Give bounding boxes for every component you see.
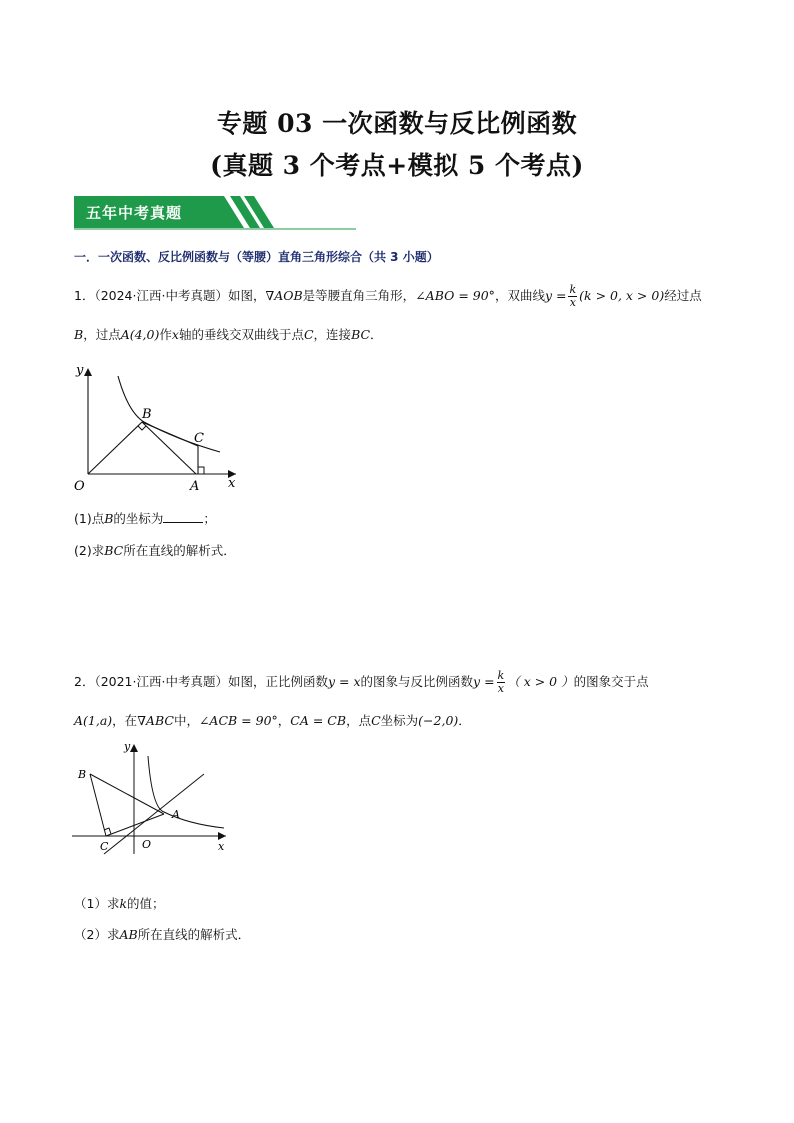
q1-fig-x-label: x — [228, 476, 236, 491]
banner-label: 五年中考真题 — [86, 204, 183, 222]
q2-line2: A(1,a)，在∇ABC中，∠ACB = 90°，CA = CB，点C坐标为(−2,0)． — [74, 713, 471, 728]
q2-fig-C-label: C — [100, 840, 109, 853]
doc-title-line1: 专题 03 一次函数与反比例函数 — [216, 109, 578, 138]
q1-fig-C-label: C — [194, 431, 204, 446]
q2-fig-A-label: A — [172, 808, 180, 821]
q1-fig-y-label: y — [76, 363, 84, 378]
section-heading: 一．一次函数、反比例函数与（等腰）直角三角形综合（共 3 小题） — [74, 250, 439, 264]
section-banner — [74, 196, 356, 230]
doc-title-line2: (真题 3 个考点+模拟 5 个考点) — [210, 151, 584, 180]
q1-sub2: (2)求BC所在直线的解析式． — [74, 543, 236, 558]
q2-figure — [68, 738, 238, 858]
q1-fig-O-label: O — [74, 479, 85, 494]
q1-sub1: (1)点B的坐标为 ； — [74, 511, 216, 526]
q1-fig-B-label: B — [142, 407, 152, 422]
q2-fig-y-label: y — [124, 740, 131, 753]
q2-fig-O-label: O — [142, 838, 152, 851]
q1-fig-A-label: A — [190, 479, 200, 494]
q1-line1: 1．（2024·江西·中考真题）如图，∇AOB是等腰直角三角形，∠ABO = 90°，双曲线y = $\frac{k}{x}$ (k > 0, x > 0)经过点 — [74, 283, 702, 309]
q2-line1: 2．（2021·江西·中考真题）如图，正比例函数y = x的图象与反比例函数y = $\frac{k}{x}$ （ x > 0 ）的图象交于点 — [74, 669, 649, 695]
q2-fig-B-label: B — [78, 768, 87, 781]
q2-fraction: $\frac{k}{x}$ — [497, 669, 505, 695]
q1-figure — [68, 360, 248, 500]
q1-fraction: $\frac{k}{x}$ — [569, 283, 577, 309]
q1-line2: B，过点A(4,0)作x轴的垂线交双曲线于点C，连接BC． — [74, 327, 383, 342]
answer-blank[interactable] — [163, 510, 203, 523]
q2-sub1: （1）求k的值； — [74, 896, 165, 911]
q2-fig-x-label: x — [218, 840, 225, 853]
q2-sub2: （2）求AB所在直线的解析式． — [74, 927, 251, 942]
